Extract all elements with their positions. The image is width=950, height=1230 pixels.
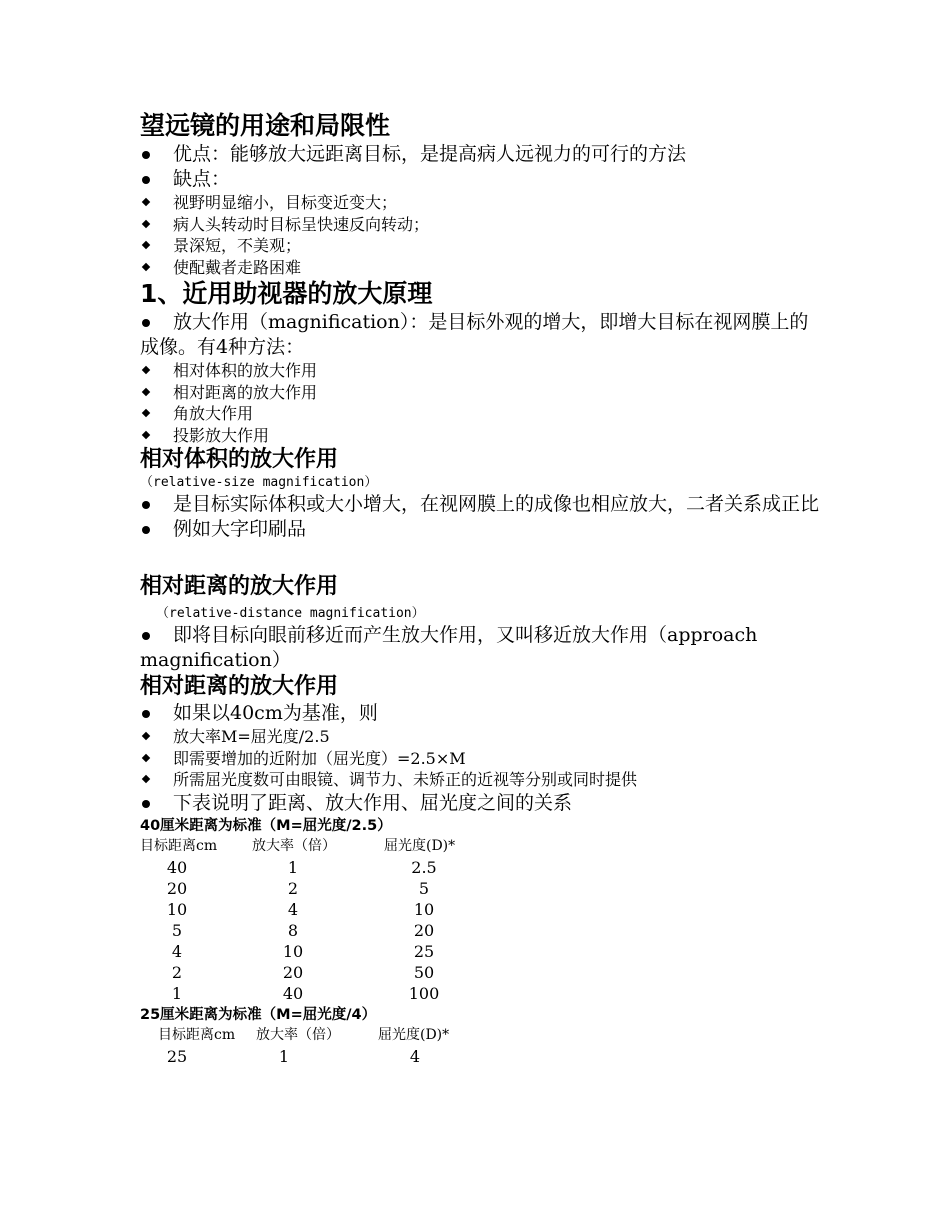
section-title-relative-distance-2: 相对距离的放大作用 [140,674,339,699]
bullet-dot-icon [142,151,150,159]
diamond-bullet-icon [142,241,150,249]
table-40-header [140,836,820,857]
section-title-relative-distance: 相对距离的放大作用 [140,574,339,599]
bullet-dot-icon [142,501,150,509]
table-cell: 25 [413,941,435,961]
document-page [140,110,820,1067]
diamond-bullet-icon [142,753,150,761]
bullet-dot-icon [142,632,150,640]
table-header-cell: 放大率（倍） [252,837,336,854]
bullet-table-intro: 下表说明了距离、放大作用、屈光度之间的关系 [140,791,820,816]
bullet-magnification-intro: 放大作用（magnification）：是目标外观的增大，即增大目标在视网膜上的成像。有4种方法： [140,311,809,358]
formula-item: 所需屈光度数可由眼镜、调节力、未矫正的近视等分别或同时提供 [140,769,820,791]
section-title-telescope: 望远镜的用途和局限性 [140,111,391,140]
diamond-bullet-icon [142,198,150,206]
table-25-header [140,1025,820,1046]
table-cell: 2.5 [411,857,437,877]
table-cell: 1 [278,1046,290,1066]
method-item: 相对体积的放大作用 [140,360,820,382]
method-item: 相对距离的放大作用 [140,382,820,404]
diamond-bullet-icon [142,430,150,438]
table-row [140,962,820,983]
table-cell: 10 [166,899,188,919]
table-header-cell: 放大率（倍） [256,1026,340,1043]
section-subtitle: （relative-distance magnification） [156,606,425,621]
method-item: 角放大作用 [140,403,820,425]
table-row [140,878,820,899]
table-40-title: 40厘米距离为标准（M=屈光度/2.5） [140,817,392,834]
diamond-bullet-icon [142,366,150,374]
table-cell: 4 [409,1046,421,1066]
table-header-cell: 屈光度(D)* [378,1026,450,1043]
diamond-bullet-icon [142,262,150,270]
diamond-bullet-icon [142,409,150,417]
table-cell: 40 [166,857,188,877]
table-cell: 25 [166,1046,188,1066]
con-item: 使配戴者走路困难 [140,257,820,279]
table-row [140,920,820,941]
table-cell: 10 [413,899,435,919]
table-cell: 10 [282,941,304,961]
diamond-bullet-icon [142,732,150,740]
bullet-dot-icon [142,800,150,808]
table-cell: 5 [171,920,183,940]
table-cell: 20 [282,962,304,982]
table-header-cell: 屈光度(D)* [384,837,456,854]
bullet-baseline: 如果以40cm为基准，则 [140,701,820,726]
bullet-dot-icon [142,526,150,534]
table-header-cell: 目标距离cm [140,837,218,854]
table-cell: 2 [287,878,299,898]
table-row [140,1046,820,1067]
table-25-body [140,1046,820,1067]
table-header-cell: 目标距离cm [158,1026,236,1043]
con-item: 病人头转动时目标呈快速反向转动； [140,214,820,236]
bullet-dot-icon [142,319,150,327]
bullet-pro: 优点：能够放大远距离目标，是提高病人远视力的可行的方法 [140,142,820,167]
bullet-example: 例如大字印刷品 [140,517,820,542]
table-cell: 1 [287,857,299,877]
bullet-relative-size: 是目标实际体积或大小增大，在视网膜上的成像也相应放大，二者关系成正比 [140,492,820,517]
table-cell: 8 [287,920,299,940]
section-title-relative-size: 相对体积的放大作用 [140,447,339,472]
table-cell: 4 [287,899,299,919]
table-cell: 4 [171,941,183,961]
table-cell: 100 [408,983,440,1003]
diamond-bullet-icon [142,387,150,395]
section-subtitle: （relative-size magnification） [140,475,378,490]
bullet-dot-icon [142,710,150,718]
diamond-bullet-icon [142,775,150,783]
table-row [140,941,820,962]
con-item: 视野明显缩小，目标变近变大； [140,192,820,214]
table-cell: 2 [171,962,183,982]
table-cell: 5 [418,878,430,898]
table-row [140,983,820,1004]
table-cell: 20 [413,920,435,940]
formula-item: 即需要增加的近附加（屈光度）=2.5×M [140,748,820,770]
table-cell: 50 [413,962,435,982]
table-40-body [140,857,820,1004]
bullet-dot-icon [142,176,150,184]
table-cell: 40 [282,983,304,1003]
section-title-principle: 1、近用助视器的放大原理 [140,279,433,308]
method-item: 投影放大作用 [140,425,820,447]
table-cell: 20 [166,878,188,898]
table-row [140,857,820,878]
bullet-con: 缺点： [140,167,820,192]
table-cell: 1 [171,983,183,1003]
diamond-bullet-icon [142,219,150,227]
con-item: 景深短，不美观； [140,235,820,257]
table-25-title: 25厘米距离为标准（M=屈光度/4） [140,1006,377,1023]
table-row [140,899,820,920]
formula-item: 放大率M=屈光度/2.5 [140,726,820,748]
bullet-approach: 即将目标向眼前移近而产生放大作用，又叫移近放大作用（approach magnification） [140,624,758,671]
